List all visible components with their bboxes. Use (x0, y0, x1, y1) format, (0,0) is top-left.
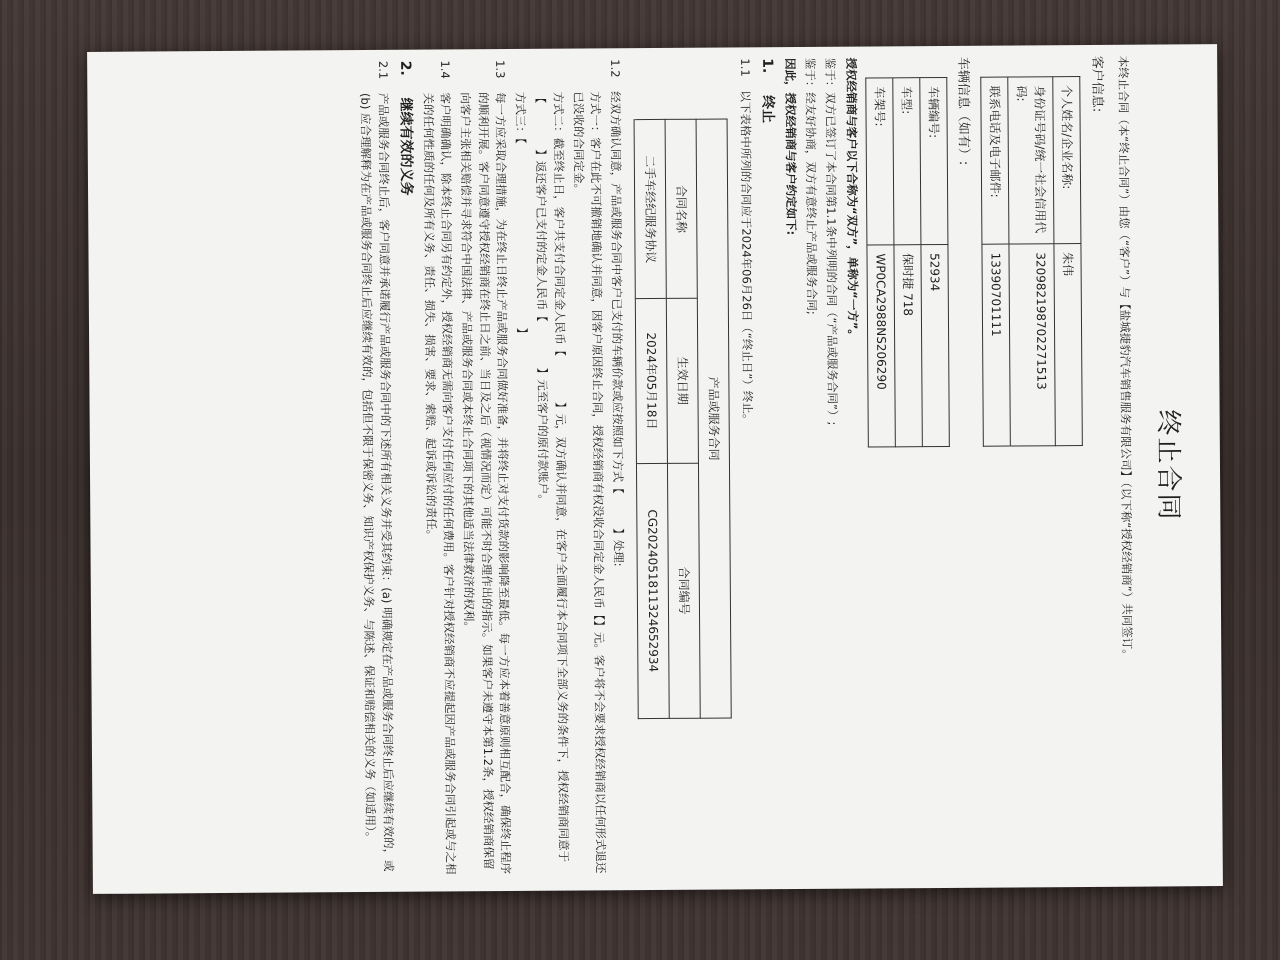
customer-name-value: 朱伟 (1054, 244, 1082, 446)
paper-sheet (87, 44, 1223, 894)
table-row (866, 78, 896, 447)
customer-info-table (981, 76, 1084, 447)
clause-text: 经双方确认同意，产品或服务合同中客户已支付的车辆价款或应按照如下方式【 】处理: (608, 91, 627, 567)
table-row (893, 78, 923, 447)
customer-contact-value: 13390701111 (982, 244, 1010, 446)
contract-table-header: 产品或服务合同 (697, 119, 732, 718)
therefore-text: 因此，授权经销商与客户约定如下: (783, 57, 799, 236)
clause-number: 1.1 (737, 58, 753, 77)
clause-text: 客户明确确认，除本终止合同另有约定外，授权经销商无需向客户支付任何应付的任何费用。客户针对授权经销商不应提起因产品或服务合同引起或与之相关的任何性质的任何及所有义务、责任、损失、损害、要求、索赔、起诉或诉讼的责任。 (421, 92, 459, 875)
table-row (1053, 77, 1083, 446)
vehicle-vin-value: WP0CA2988NS206290 (867, 245, 895, 447)
table-row (981, 77, 1011, 446)
table-row (666, 119, 701, 718)
customer-id-value: 320982198702271513 (1009, 244, 1055, 446)
customer-name-label: 个人姓名/企业名称: (1053, 77, 1081, 244)
vehicle-model-label: 车型: (893, 78, 921, 245)
vehicle-info-table (865, 77, 950, 448)
vehicle-number-value: 52934 (921, 244, 949, 446)
party-definition-text: 授权经销商与客户以下合称为“双方”，单称为“一方”。 (843, 57, 860, 341)
customer-info-heading: 客户信息: (1088, 55, 1105, 113)
intro-paragraph: 本终止合同（本“终止合同”）由您（“客户”）与【盐城捷豹汽车销售服务有限公司】（以下称“授权经销商”）共同签订。 (1116, 55, 1135, 661)
clause-1-1 (736, 58, 759, 878)
therefore-clause (781, 58, 804, 878)
clause-1-2-method-2: 方式二：截至终止日，客户共支付合同定金人民币【 】元，双方确认并同意，在客户全面履行本合同项下全部义务的条件下，授权经销商同意于【 】返还客户已支付的定金人民币【 】元至客户的原付款账户。 (533, 91, 571, 863)
clause-number: 1.3 (493, 60, 508, 79)
vehicle-model-value: 保时捷 718 (894, 245, 922, 447)
table-row (697, 119, 732, 718)
clause-1-2-method-1: 方式一：客户在此不可撤销地确认并同意，因客户原因终止合同，授权经销商有权没收合同定金人民币【】元。客户将不会要求授权经销商以任何形式退还已没收的合同定金。 (571, 91, 609, 874)
whereas-clause-2: 鉴于：经友好协商，双方有意终止产品或服务合同; (803, 57, 820, 315)
column-header: 生效日期 (667, 299, 699, 463)
clause-1-4 (419, 60, 459, 880)
clause-number: 2.1 (375, 60, 391, 80)
section-number: 1. (758, 58, 775, 74)
column-header: 合同编号 (668, 463, 701, 719)
contract-table (634, 118, 732, 719)
document-title: 终止合同 (1152, 409, 1184, 522)
customer-id-label: 身份证号码/统一社会信用代码: (1008, 77, 1054, 244)
section-1-heading (756, 58, 783, 878)
vehicle-number-label: 车辆编号: (920, 77, 948, 244)
vehicle-info-heading: 车辆信息（如有）: (955, 56, 972, 166)
clause-2-1 (356, 61, 396, 881)
section-title: 继续有效的义务 (397, 97, 414, 196)
vehicle-vin-label: 车架号: (866, 78, 894, 245)
party-definition (842, 58, 865, 878)
section-2-heading (394, 61, 421, 881)
clause-1-2-method-3: 方式三：【 】 (513, 91, 530, 340)
clause-1-2 (606, 59, 629, 879)
column-header: 合同名称 (666, 119, 698, 299)
table-row (635, 119, 670, 718)
clause-text: 产品或服务合同终止后，客户同意并承诺履行产品或服务合同中的下述所有相关义务并受其约束：(a) 明确规定在产品或服务合同终止后应继续有效的，或 (b) 应合理解释为在产品或服务合同终止后应继续有效的，包括但不限于保密义务、知识产权保护义务、与陈述、保证和赔偿相关的义务（如适用）。 (358, 92, 396, 872)
whereas-clause-1: 鉴于：双方已签订了本合同第1.1条中列明的合同（“产品或服务合同”）; (823, 57, 841, 426)
contract-name-cell: 二手车经纪服务协议 (635, 119, 667, 299)
section-number: 2. (396, 60, 413, 76)
table-row (920, 77, 950, 446)
customer-contact-label: 联系电话及电子邮件: (981, 77, 1009, 244)
clause-1-3 (456, 60, 513, 880)
clause-text: 每一方应采取合理措施，为在终止日终止产品或服务合同做好准备，并将终止对支付货款的影响降至最低。每一方应本着善意原则相互配合，确保终止程序的顺利开展。客户同意遵守授权经销商在终止日之前、当日及之后（视情况而定）可能不时合理作出的指示。如果客户未遵守本第1.2条，授权经销商保留向客户主张相关赔偿并寻求符合中国法律、产品或服务合同或本终止合同项下的其他适当法律救济的权利。 (458, 92, 513, 875)
termination-contract-document (102, 55, 1208, 883)
effective-date-cell: 2024年05月18日 (636, 299, 668, 463)
clause-number: 1.2 (608, 59, 623, 78)
clause-text: 以下表格中所列的合同应于2024年06月26日（“终止日”）终止。 (738, 90, 755, 426)
table-row (1008, 77, 1056, 446)
contract-number-cell: CG202405181132465293​4 (637, 463, 670, 719)
clause-number: 1.4 (438, 60, 453, 79)
section-title: 终止 (759, 95, 776, 124)
